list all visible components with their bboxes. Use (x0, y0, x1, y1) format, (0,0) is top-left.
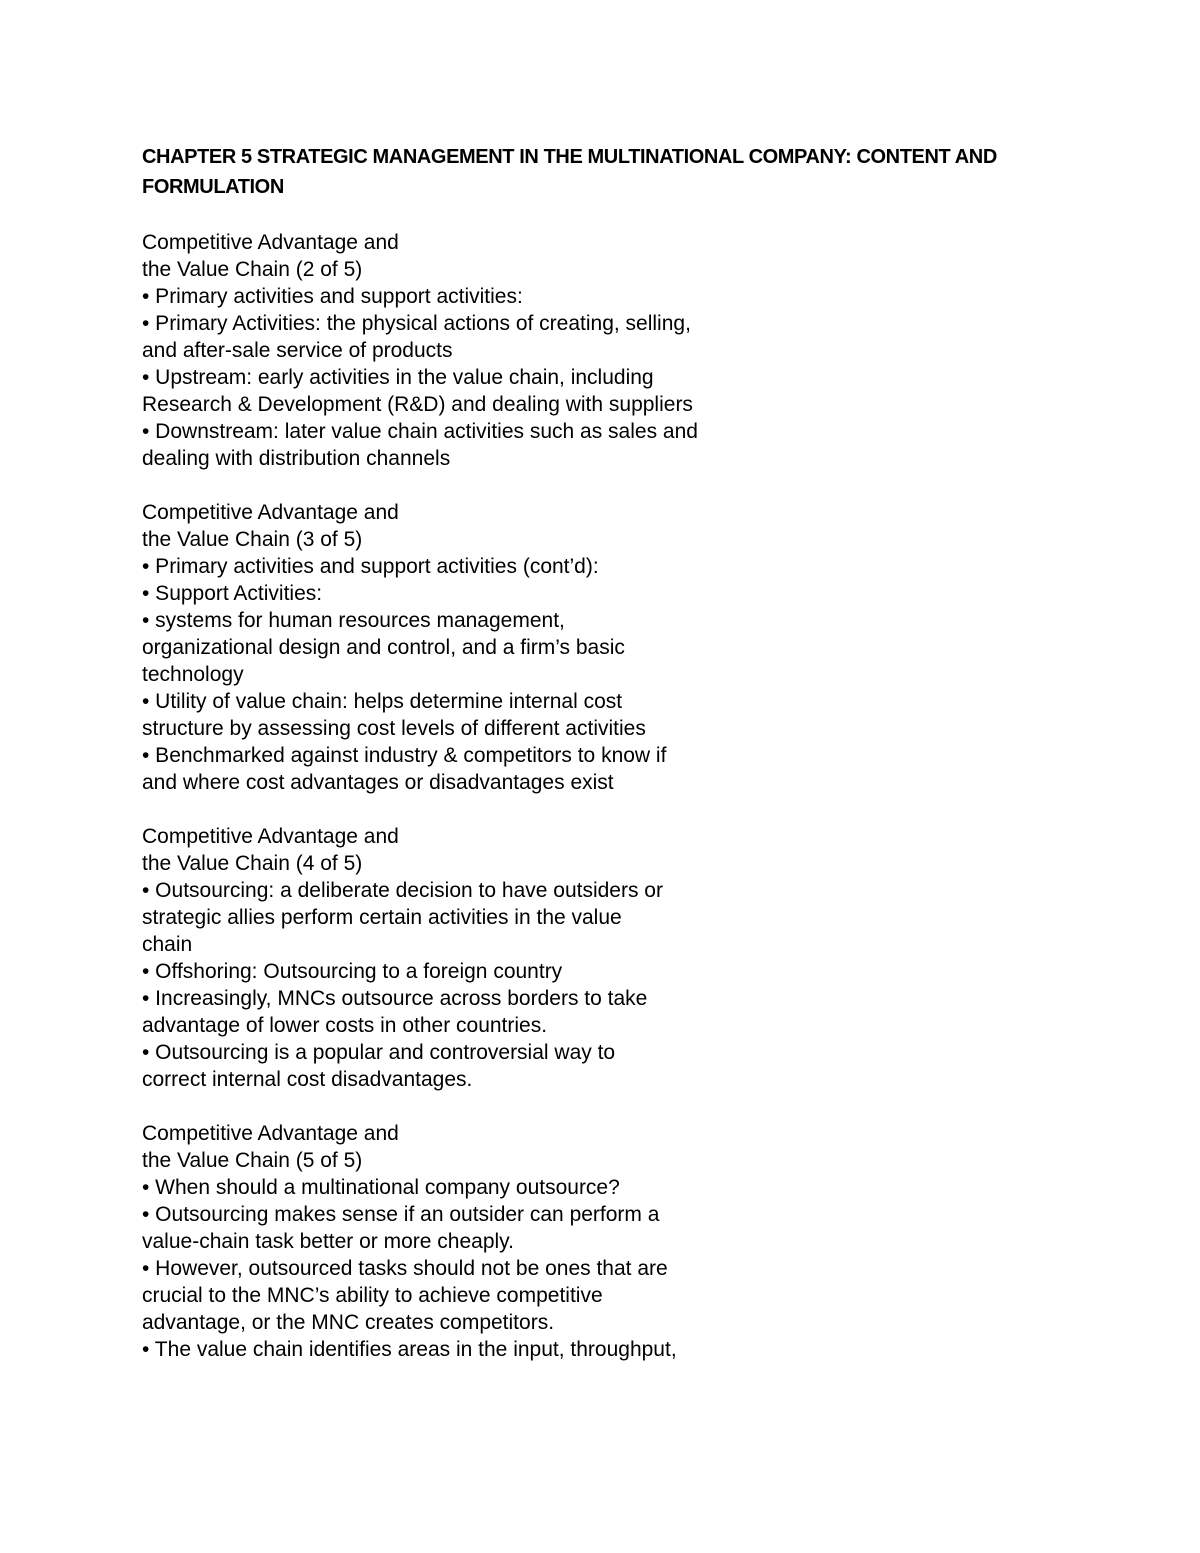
document-content (142, 142, 1042, 1363)
bullet-line: and where cost advantages or disadvantages exist (142, 771, 614, 794)
bullet-line: technology (142, 663, 244, 686)
bullet-line: advantage of lower costs in other countries. (142, 1014, 548, 1037)
bullet-line: chain (142, 933, 193, 956)
section-heading-line: Competitive Advantage and (142, 1122, 399, 1145)
bullet-line: • Downstream: later value chain activities such as sales and (142, 420, 698, 443)
chapter-title (142, 142, 1042, 202)
bullet-line: • Increasingly, MNCs outsource across borders to take (142, 987, 648, 1010)
chapter-title-line: CHAPTER 5 STRATEGIC MANAGEMENT IN THE MULTINATIONAL COMPANY: CONTENT AND (142, 146, 997, 168)
section-heading-line: the Value Chain (4 of 5) (142, 852, 363, 875)
bullet-line: • Upstream: early activities in the value chain, including (142, 366, 654, 389)
chapter-title-line: FORMULATION (142, 176, 284, 198)
bullet-line: • Offshoring: Outsourcing to a foreign country (142, 960, 563, 983)
section-value-chain-3-of-5 (142, 499, 1042, 796)
bullet-line: • Primary activities and support activities (cont’d): (142, 555, 599, 578)
bullet-line: correct internal cost disadvantages. (142, 1068, 473, 1091)
bullet-line: • Outsourcing makes sense if an outsider can perform a (142, 1203, 660, 1226)
bullet-line: structure by assessing cost levels of different activities (142, 717, 646, 740)
bullet-line: value-chain task better or more cheaply. (142, 1230, 514, 1253)
bullet-line: crucial to the MNC’s ability to achieve competitive (142, 1284, 603, 1307)
bullet-line: • When should a multinational company outsource? (142, 1176, 620, 1199)
bullet-line: • Support Activities: (142, 582, 323, 605)
bullet-line: organizational design and control, and a firm’s basic (142, 636, 625, 659)
bullet-line: • Primary Activities: the physical actions of creating, selling, (142, 312, 691, 335)
bullet-line: dealing with distribution channels (142, 447, 451, 470)
bullet-line: strategic allies perform certain activities in the value (142, 906, 622, 929)
section-value-chain-2-of-5 (142, 229, 1042, 472)
bullet-line: • However, outsourced tasks should not be ones that are (142, 1257, 668, 1280)
bullet-line: and after-sale service of products (142, 339, 453, 362)
bullet-line: • Primary activities and support activities: (142, 285, 523, 308)
bullet-line: • Benchmarked against industry & competitors to know if (142, 744, 667, 767)
section-value-chain-5-of-5 (142, 1120, 1042, 1363)
bullet-line: • Outsourcing is a popular and controversial way to (142, 1041, 616, 1064)
section-heading-line: Competitive Advantage and (142, 825, 399, 848)
bullet-line: • Outsourcing: a deliberate decision to have outsiders or (142, 879, 663, 902)
bullet-line: • systems for human resources management, (142, 609, 565, 632)
section-heading-line: the Value Chain (5 of 5) (142, 1149, 363, 1172)
bullet-line: advantage, or the MNC creates competitors. (142, 1311, 555, 1334)
bullet-line: • Utility of value chain: helps determine internal cost (142, 690, 623, 713)
bullet-line: Research & Development (R&D) and dealing with suppliers (142, 393, 693, 416)
section-heading-line: Competitive Advantage and (142, 231, 399, 254)
section-heading-line: Competitive Advantage and (142, 501, 399, 524)
section-value-chain-4-of-5 (142, 823, 1042, 1093)
bullet-line: • The value chain identifies areas in the input, throughput, (142, 1338, 677, 1361)
section-heading-line: the Value Chain (2 of 5) (142, 258, 363, 281)
section-heading-line: the Value Chain (3 of 5) (142, 528, 363, 551)
